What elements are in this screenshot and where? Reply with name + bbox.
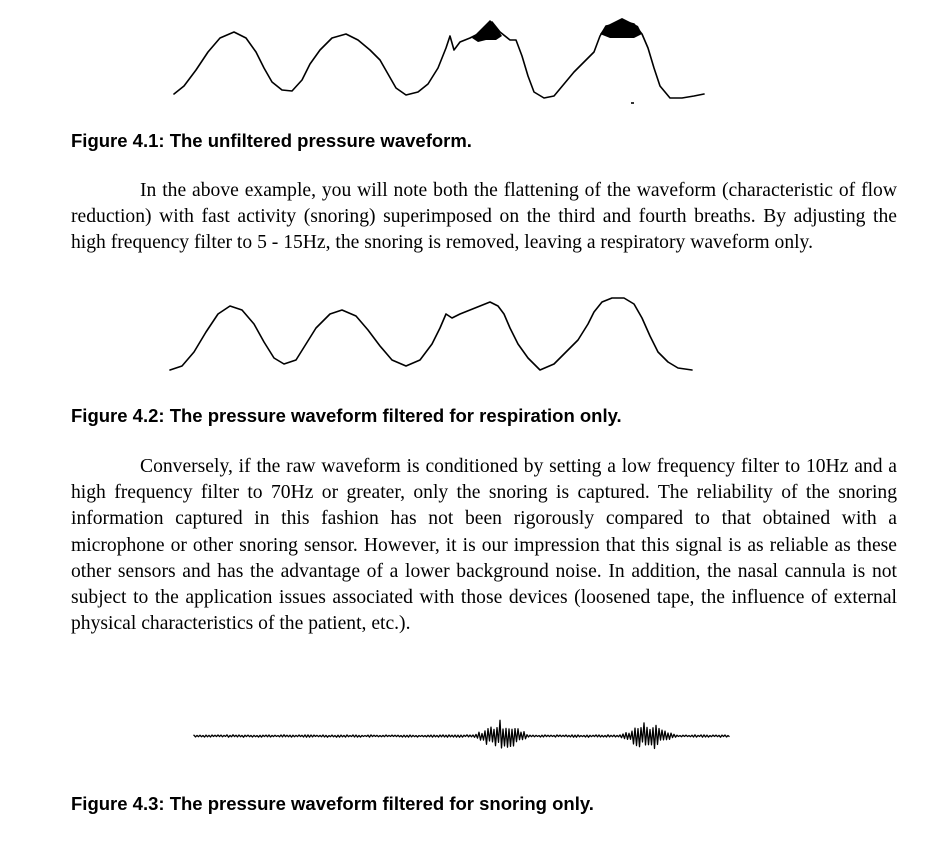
paragraph-1: In the above example, you will note both the flattening of the waveform (characteristic of flow reduction) with fast activity (snoring) superimposed on the third and fourth breaths. By adjusting the high frequency filter to 5 - 15Hz, the snoring is removed, leaving a respiratory waveform only. — [71, 180, 897, 254]
figure-4-1-caption: Figure 4.1: The unfiltered pressure waveform. — [71, 130, 472, 151]
snoring-waveform-trace — [194, 720, 730, 748]
snore-burst-3 — [472, 20, 502, 42]
figure-4-2-waveform — [160, 288, 720, 388]
respiration-waveform-trace — [170, 298, 692, 370]
figure-4-2-caption: Figure 4.2: The pressure waveform filtered for respiration only. — [71, 405, 622, 426]
paragraph-2: Conversely, if the raw waveform is conditioned by setting a low frequency filter to 10Hz and a high frequency filter to 70Hz or greater, only the snoring is captured. The reliability of the snoring information captured in this fashion has not been rigorously compared to that obtained with a microphone or other snoring sensor. However, it is our impression that this signal is as reliable as these other sensors and has the advantage of a lower background noise. In addition, the nasal cannula is not subject to the application issues associated with those devices (loosened tape, the influence of external physical characteristics of the patient, etc.). — [71, 456, 897, 635]
snore-burst-4 — [600, 18, 642, 38]
figure-4-3-waveform — [190, 706, 736, 762]
figure-4-1-waveform — [160, 12, 720, 112]
figure-4-3-caption: Figure 4.3: The pressure waveform filtered for snoring only. — [71, 793, 594, 814]
